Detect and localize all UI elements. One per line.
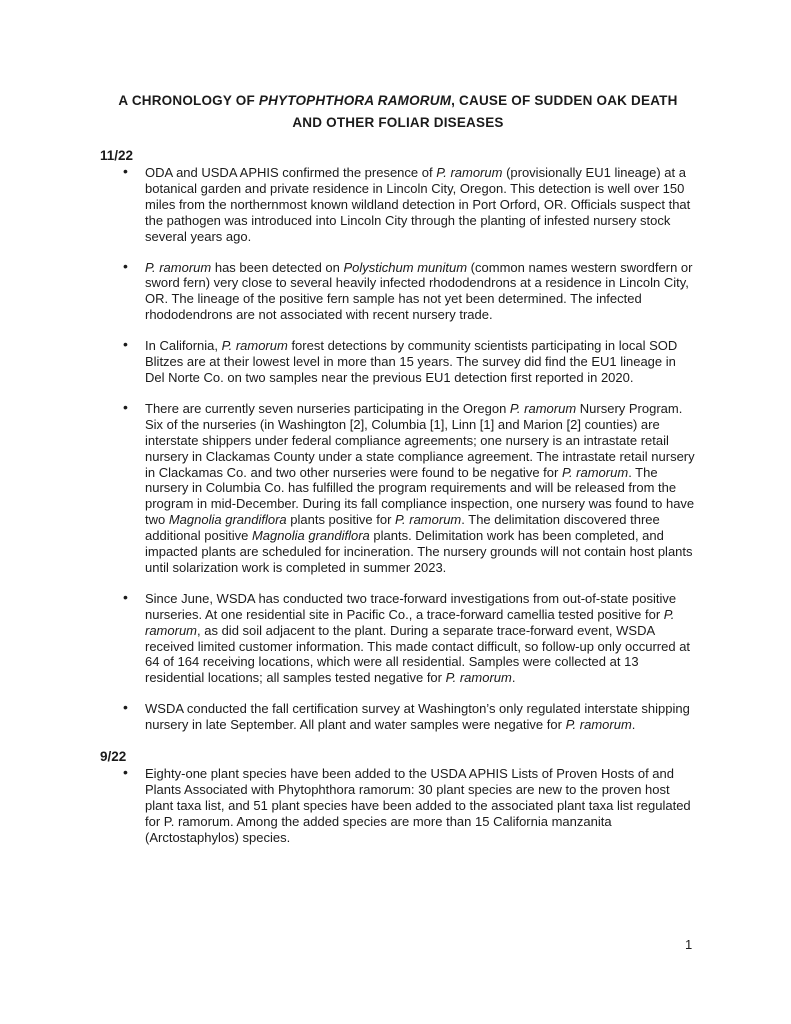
page-number: 1 (685, 937, 693, 952)
title-line-2: AND OTHER FOLIAR DISEASES (292, 115, 504, 130)
section-heading-9-22: 9/22 (100, 749, 127, 765)
document-content (100, 90, 696, 861)
bullet-item: • Since June, WSDA has conducted two trace-forward investigations from out-of-state positive nurseries. At one residential site in Pacific Co., a trace-forward camellia tested positive for P. ramorum, as did soil adjacent to the plant. During a separate trace-forward event, WSDA received limited customer information. This made contact difficult, so follow-up only occurred at 64 of 164 receiving locations, which were all residential. Samples were collected at 13 residential locations; all samples tested negative for P. ramorum. (100, 591, 696, 686)
title-line-1: A CHRONOLOGY OF PHYTOPHTHORA RAMORUM, CAUSE OF SUDDEN OAK DEATH (118, 93, 678, 108)
bullet-item: • In California, P. ramorum forest detections by community scientists participating in local SOD Blitzes are at their lowest level in more than 15 years. The survey did find the EU1 lineage in Del Norte Co. on two samples near the previous EU1 detection first reported in 2020. (100, 338, 696, 386)
section-heading-11-22: 11/22 (100, 148, 134, 163)
section-11-22 (100, 147, 696, 733)
document-title (100, 90, 696, 134)
bullet-item: • P. ramorum has been detected on Polystichum munitum (common names western swordfern or sword fern) very close to several heavily infected rhododendrons at a residence in Lincoln City, OR. The lineage of the positive fern sample has not yet been determined. The infected rhododendrons are not associated with recent nursery trade. (100, 260, 696, 324)
bullet-item: • Eighty-one plant species have been added to the USDA APHIS Lists of Proven Hosts of and Plants Associated with Phytophthora ramorum: 30 plant species are new to the proven host plant taxa list, and 51 plant species have been added to the associated plant taxa list regulated for P. ramorum. Among the added species are more than 15 California manzanita (Arctostaphylos) species. (100, 766, 696, 846)
section-9-22 (100, 748, 696, 846)
bullet-item: • ODA and USDA APHIS confirmed the presence of P. ramorum (provisionally EU1 lineage) at a botanical garden and private residence in Lincoln City, Oregon. This detection is well over 150 miles from the northernmost known wildland detection in Port Orford, OR. Officials suspect that the pathogen was introduced into Lincoln City through the planting of infested nursery stock several years ago. (100, 165, 696, 245)
bullet-item: • WSDA conducted the fall certification survey at Washington’s only regulated interstate shipping nursery in late September. All plant and water samples were negative for P. ramorum. (100, 701, 696, 733)
bullet-item: • There are currently seven nurseries participating in the Oregon P. ramorum Nursery Program. Six of the nurseries (in Washington [2], Columbia [1], Linn [1] and Marion [2] counties) are interstate shippers under federal compliance agreements; one nursery is an intrastate retail nursery in Clackamas County under a state compliance agreement. The intrastate retail nursery in Clackamas Co. and two other nurseries were found to be negative for P. ramorum. The nursery in Columbia Co. has fulfilled the program requirements and will be released from the program in mid-December. During its fall compliance inspection, one nursery was found to have two Magnolia grandiflora plants positive for P. ramorum. The delimitation discovered three additional positive Magnolia grandiflora plants. Delimitation work has been completed, and impacted plants are scheduled for incineration. The nursery grounds will not contain host plants until solarization work is completed in summer 2023. (100, 401, 696, 576)
